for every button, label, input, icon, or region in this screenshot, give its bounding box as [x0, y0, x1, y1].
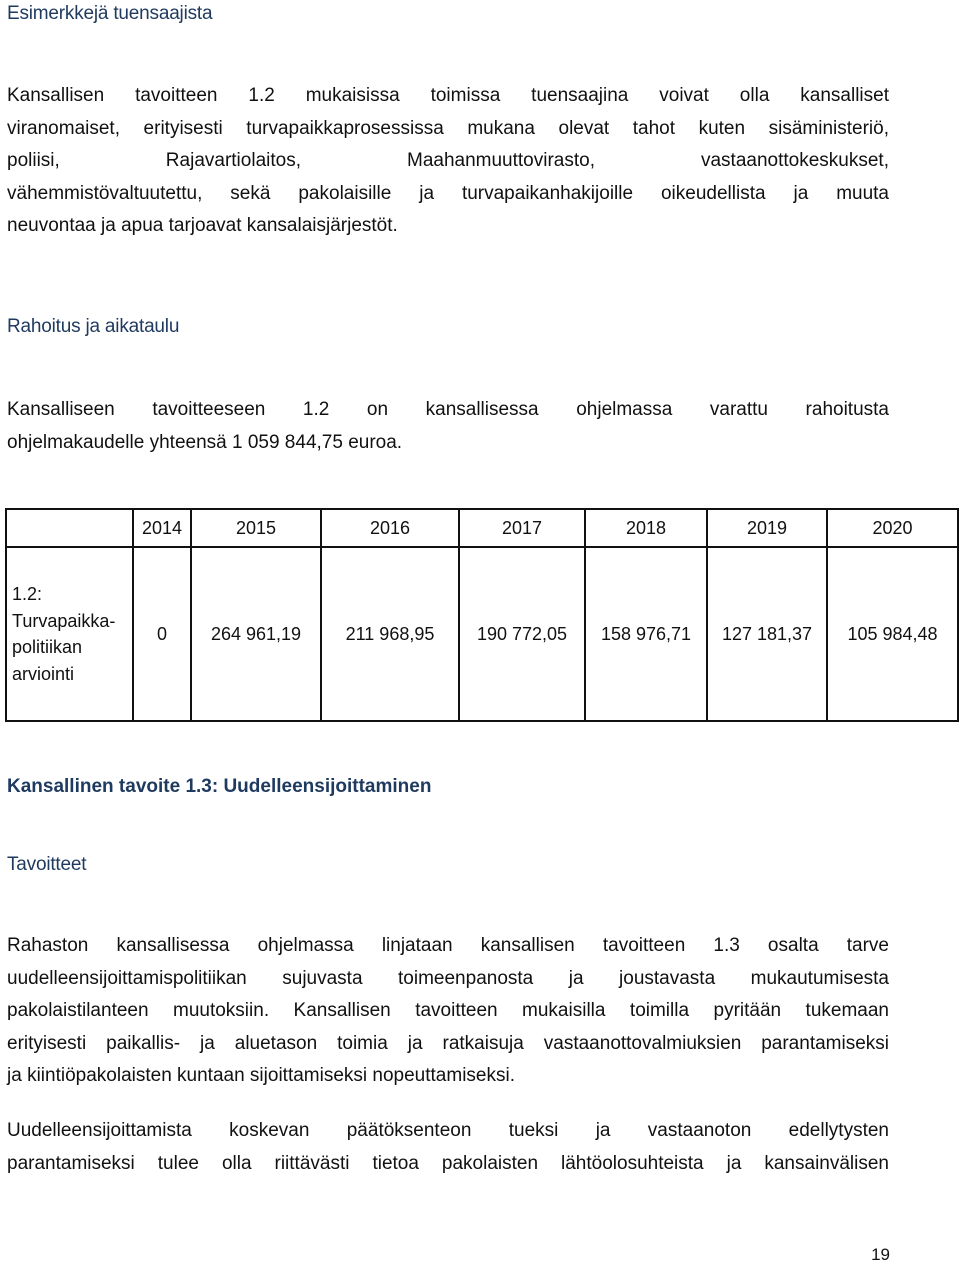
table-corner-cell: [6, 509, 133, 547]
text-line: ja kiintiöpakolaisten kuntaan sijoittamiseksi nopeuttamiseksi.: [7, 1065, 515, 1087]
text-line: Uudelleensijoittamista koskevan päätöksenteon tueksi ja vastaanoton edellytysten: [7, 1120, 889, 1141]
text-line: poliisi, Rajavartiolaitos, Maahanmuuttovirasto, vastaanottokeskukset,: [7, 150, 889, 172]
text-line: vähemmistövaltuutettu, sekä pakolaisille ja turvapaikanhakijoille oikeudellista ja muuta: [7, 182, 889, 204]
page-number: 19: [871, 1245, 890, 1264]
section-heading-funding: Rahoitus ja aikataulu: [7, 316, 180, 337]
year-header: 2015: [191, 509, 321, 547]
year-header: 2016: [321, 509, 459, 547]
year-header: 2017: [459, 509, 585, 547]
text-line: Kansallisen tavoitteen 1.2 mukaisissa toimissa tuensaajina voivat olla kansalliset: [7, 85, 889, 106]
text-line: ohjelmakaudelle yhteensä 1 059 844,75 euroa.: [7, 431, 403, 453]
value-cell: 264 961,19: [191, 547, 321, 721]
table-header-row: [6, 509, 958, 547]
funding-table: [5, 508, 959, 722]
section-heading-beneficiaries: Esimerkkejä tuensaajista: [7, 3, 213, 24]
text-line: parantamiseksi tulee olla riittävästi tietoa pakolaisten lähtöolosuhteista ja kansainvälisen: [7, 1152, 889, 1174]
text-line: Kansalliseen tavoitteeseen 1.2 on kansallisessa ohjelmassa varattu rahoitusta: [7, 399, 889, 420]
year-header: 2020: [827, 509, 958, 547]
year-header: 2018: [585, 509, 707, 547]
value-cell: 190 772,05: [459, 547, 585, 721]
section-heading-objectives: Tavoitteet: [7, 854, 87, 875]
row-label-cell: [6, 547, 133, 721]
text-line: viranomaiset, erityisesti turvapaikkaprosessissa mukana olevat tahot kuten sisäministeriö,: [7, 117, 889, 139]
row-label-line: 1.2:: [12, 584, 43, 604]
paragraph-beneficiaries: [7, 80, 889, 243]
value-cell: 0: [133, 547, 191, 721]
text-line: pakolaistilanteen muutoksiin. Kansallisen tavoitteen mukaisilla toimilla pyritään tukemaan: [7, 1000, 889, 1022]
table-row: [6, 547, 958, 721]
row-label-line: arviointi: [12, 663, 75, 684]
text-line: uudelleensijoittamispolitiikan sujuvasta toimeenpanosta ja joustavasta mukautumisesta: [7, 967, 889, 989]
section-heading-resettlement: Kansallinen tavoite 1.3: Uudelleensijoittaminen: [7, 776, 432, 797]
text-line: neuvontaa ja apua tarjoavat kansalaisjärjestöt.: [7, 215, 398, 237]
value-cell: 105 984,48: [827, 547, 958, 721]
value-cell: 158 976,71: [585, 547, 707, 721]
paragraph-objectives-1: [7, 930, 889, 1093]
row-label-line: Turvapaikka-: [12, 610, 116, 631]
value-cell: 211 968,95: [321, 547, 459, 721]
year-header: 2019: [707, 509, 827, 547]
paragraph-funding: [7, 394, 889, 459]
value-cell: 127 181,37: [707, 547, 827, 721]
year-header: 2014: [133, 509, 191, 547]
row-label-line: politiikan: [12, 637, 83, 657]
paragraph-objectives-2: [7, 1115, 889, 1180]
text-line: Rahaston kansallisessa ohjelmassa linjataan kansallisen tavoitteen 1.3 osalta tarve: [7, 935, 889, 956]
text-line: erityisesti paikallis- ja aluetason toimia ja ratkaisuja vastaanottovalmiuksien parantamiseksi: [7, 1032, 889, 1054]
